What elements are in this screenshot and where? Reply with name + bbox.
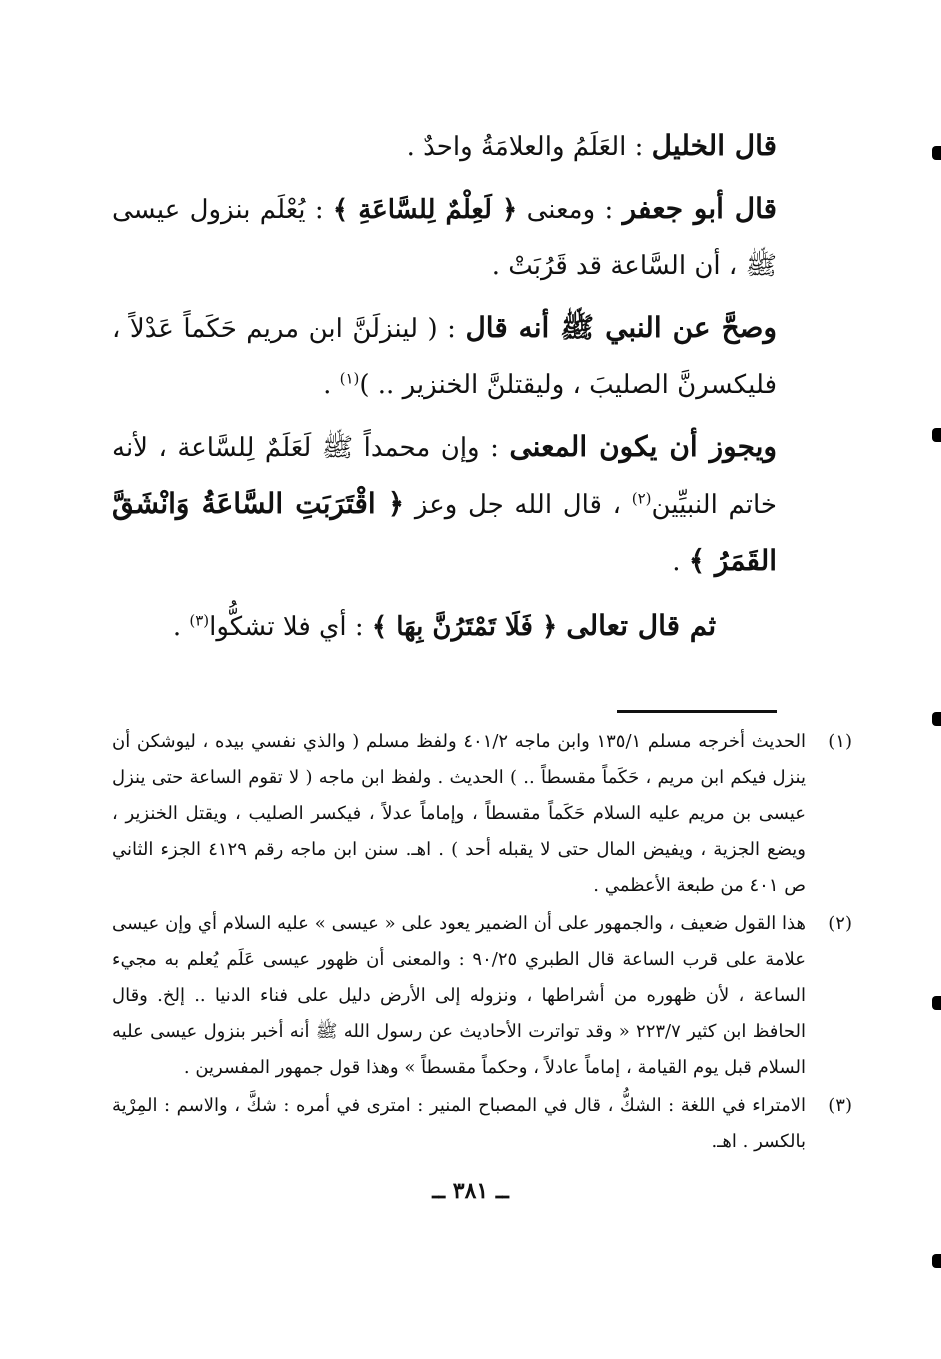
main-text [112,118,777,661]
edge-mark [932,146,941,160]
paragraph-text: : العَلَمُ والعلامَةُ واحدٌ . [406,132,652,162]
paragraph-text: . [323,370,340,400]
footnote [112,906,852,1086]
paragraph-heading: ثم قال تعالى [566,609,717,642]
footnote-text: الحديث أخرجه مسلم ١٣٥/١ وابن ماجه ٤٠١/٢ ولفظ مسلم ( والذي نفسي بيده ، ليوشكن أن ينزل فيكم ابن مريم ، حَكَماً مقسطاً .. ) الحديث . ولفظ ابن ماجه ( لا تقوم الساعة حتى ينزل عيسى بن مريم عليه السلام حَكَماً مقسطاً ، وإماماً عدلاً ، فيكسر الصليب ، ويقتل الخنزير ، ويضع الجزية ، ويفيض المال حتى لا يقبله أحد ) . اهـ. سنن ابن ماجه رقم ٤١٢٩ الجزء الثاني ص ٤٠١ من طبعة الأعظمي . [112,731,807,896]
footnote-ref[interactable]: (١) [339,369,360,388]
footnote-text: هذا القول ضعيف ، والجمهور على أن الضمير يعود على « عيسى » عليه السلام أي وإن عيسى علامة على قرب الساعة قال الطبري ٩٠/٢٥ : والمعنى أن ظهور عيسى عَلَم يُعلم به مجيء الساعة ، لأن ظهوره من أشراطها ، ونزوله إلى الأرض دليل على فناء الدنيا .. إلخ. وقال الحافظ ابن كثير ٢٢٣/٧ « وقد تواترت الأحاديث عن رسول الله ﷺ أنه أخبر بنزول عيسى عليه السلام قبل يوم القيامة ، إماماً عادلاً ، وحكماً مقسطاً » وهذا قول جمهور المفسرين . [112,913,807,1078]
footnote-number: (٢) [828,913,852,934]
edge-mark [932,712,941,726]
footnote-ref[interactable]: (٣) [189,611,210,630]
paragraph-text: . [672,547,689,577]
footnotes [112,724,852,1162]
edge-mark [932,428,941,442]
quran-quote: ﴿ فَلَا تَمْتَرُنَّ بِهَا ﴾ [371,612,567,642]
paragraph-alternate-meaning [112,419,777,590]
page-number: ــ ٣٨١ ــ [432,1178,509,1204]
footnote-divider [617,710,777,713]
paragraph-text: ، قال الله جل وعز [404,490,632,520]
paragraph-text: . [172,612,190,642]
paragraph-heading: قال الخليل [651,129,777,162]
paragraph-text: : ومعنى [517,195,623,225]
paragraph-al-khalil [112,118,777,175]
paragraph-abu-jafar [112,181,777,294]
paragraph-heading: وصحَّ عن النبي ﷺ أنه قال [465,311,777,344]
paragraph-text: : أي فلا تشكُّوا [209,612,372,642]
quran-quote: ﴿ لَعِلْمٌ لِلسَّاعَةِ ﴾ [332,195,518,225]
paragraph-text: : ( لينزلَنَّ ابن مريم حَكَماً عَدْلاً ، فليكسرنَّ الصليبَ ، وليقتلنَّ الخنزير .. ) [112,314,777,400]
paragraph-then-said [112,598,777,655]
paragraph-heading: قال أبو جعفر [622,192,777,225]
footnote-number: (١) [828,731,852,752]
footnote [112,1088,852,1160]
paragraph-text: : يُعْلَم بنزول عيسى ﷺ ، أن السَّاعة قد قَرُبَتْ . [112,195,777,281]
paragraph-heading: ويجوز أن يكون المعنى [509,430,777,463]
paragraph-hadith [112,300,777,413]
paragraph-text: : وإن محمداً ﷺ لَعَلَمٌ لِلسَّاعة ، لأنه خاتم النبيِّين [112,433,778,520]
edge-mark [932,996,941,1010]
footnote-text: الامتراء في اللغة : الشكُّ ، قال في المصباح المنير : امترى في أمره : شكَّ ، والاسم : المِرْية بالكسر . اهـ. [112,1095,806,1152]
quran-quote: ﴿ اقْتَرَبَتِ السَّاعَةُ وَانْشَقَّ القَمَرُ ﴾ [112,487,777,577]
footnote-number: (٣) [828,1095,852,1116]
footnote-ref[interactable]: (٢) [631,489,652,508]
edge-mark [932,1254,941,1268]
footnote [112,724,852,904]
